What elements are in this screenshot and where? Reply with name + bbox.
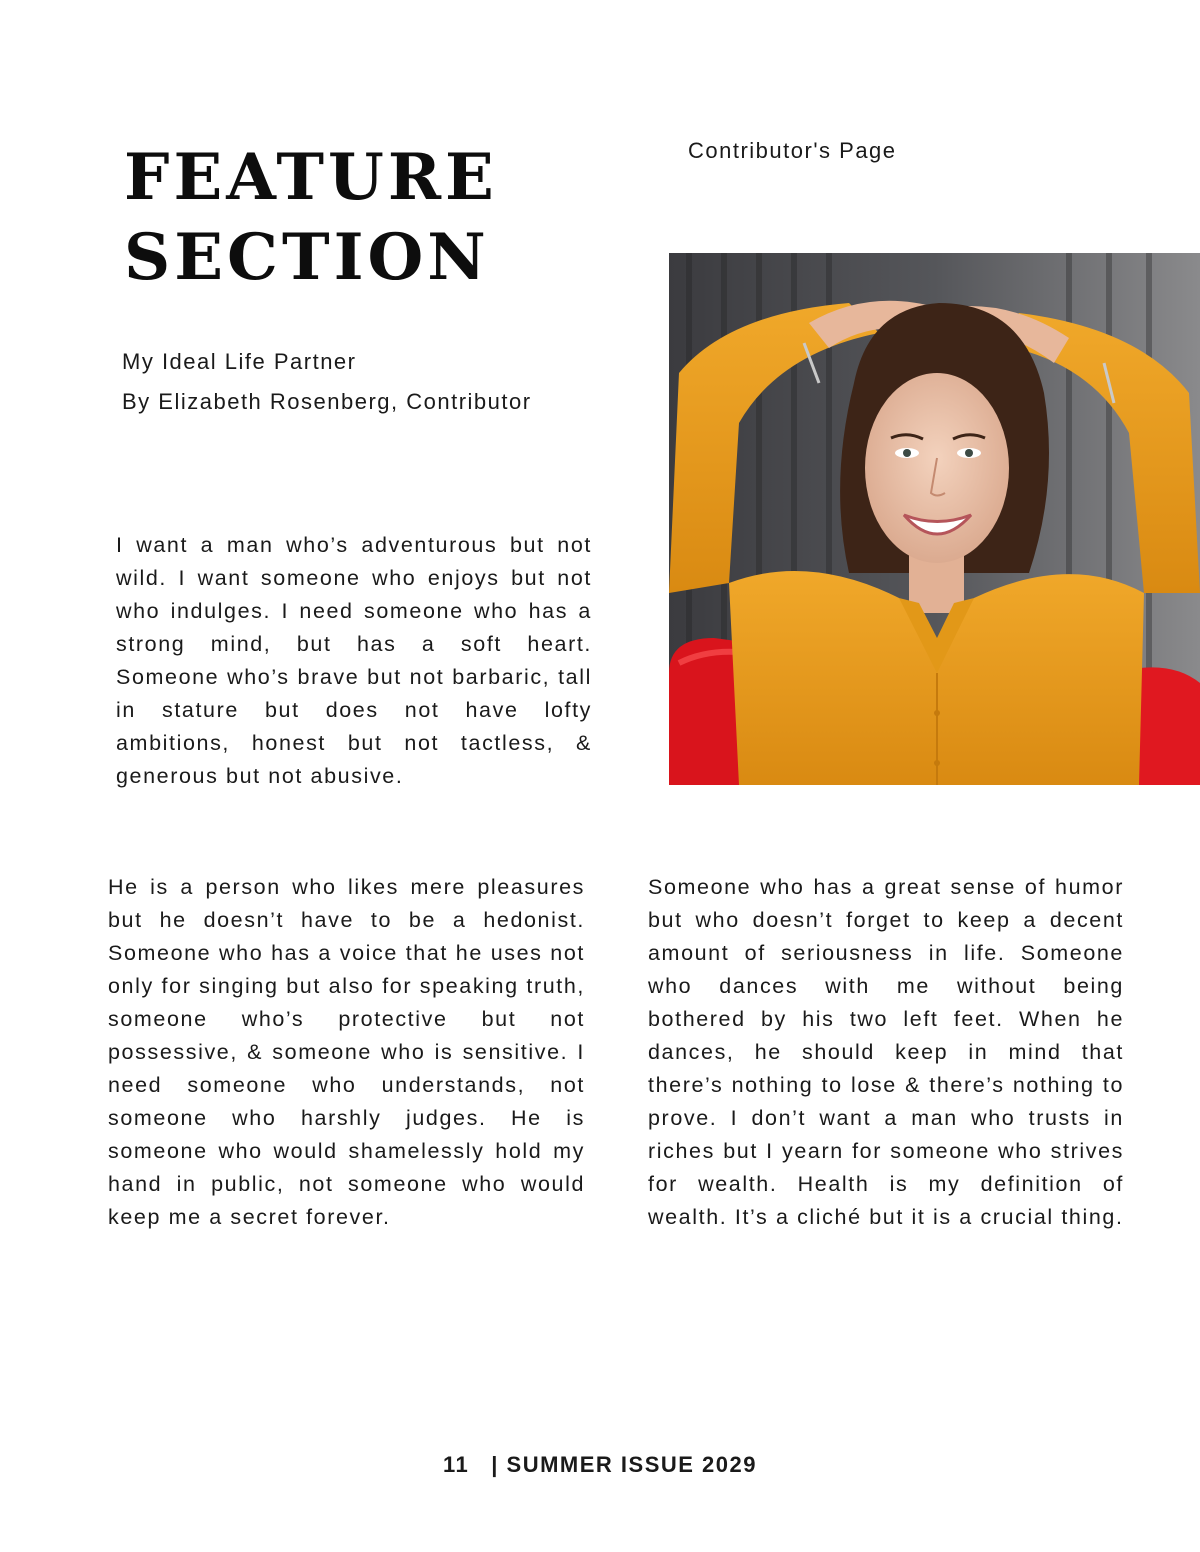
title-line-1: FEATURE [124,140,498,215]
article-paragraph-3: Someone who has a great sense of humor but who doesn’t forget to keep a decent amount of seriousness in life. Someone who dances with me without being bothered by his two left feet. When he dances, he should keep in mind that there’s nothing to lose & there’s nothing to prove. I don’t want a man who trusts in riches but I yearn for someone who strives for wealth. Health is my definition of wealth. It’s a cliché but it is a crucial thing. [648,875,1124,1229]
page-footer [0,1452,1200,1478]
feature-section-title [124,138,498,298]
article-byline-block [122,342,532,422]
contributor-photo [669,253,1200,785]
article-paragraph-1: I want a man who’s adventurous but not wild. I want someone who enjoys but not who indulges. I need someone who has a strong mind, but has a soft heart. Someone who’s brave but not barbaric, tall in stature but does not have lofty ambitions, honest but not tactless, & generous but not abusive. [116,533,592,788]
issue-label: | SUMMER ISSUE 2029 [491,1452,757,1477]
page-number: 11 [443,1452,470,1477]
article-title: My Ideal Life Partner [122,349,357,374]
page-label: Contributor's Page [688,138,897,163]
article-author: By Elizabeth Rosenberg, Contributor [122,389,532,414]
title-line-2: SECTION [124,220,490,295]
article-paragraph-2: He is a person who likes mere pleasures but he doesn’t have to be a hedonist. Someone who has a voice that he uses not only for singing but also for speaking truth, someone who’s protective but not possessive, & someone who is sensitive. I need someone who understands, not someone who harshly judges. He is someone who would shamelessly hold my hand in public, not someone who would keep me a secret forever. [108,875,585,1229]
